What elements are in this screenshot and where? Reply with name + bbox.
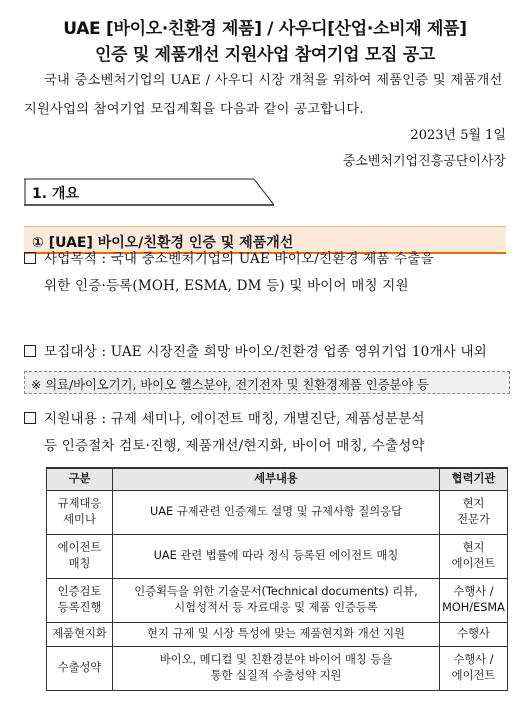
purpose-line1: 사업목적 : 국내 중소벤처기업의 UAE 바이오/친환경 제품 수출을 <box>44 251 434 267</box>
cell-partner-line: 수행사 / <box>453 585 494 598</box>
cell-category-line: 세미나 <box>63 513 96 526</box>
checkbox-bullet-icon <box>24 252 36 264</box>
cell-partner <box>440 490 508 534</box>
cell-detail <box>113 622 440 646</box>
cell-partner-line: 에이전트 <box>451 557 496 570</box>
table-row <box>47 490 508 534</box>
notice-title-line2: 인증 및 제품개선 지원사업 참여기업 모집 공고 <box>94 45 436 65</box>
cell-category-line: 매칭 <box>68 557 91 570</box>
checkbox-bullet-icon <box>24 345 36 357</box>
cell-detail-line: 시험성적서 등 자료대응 및 제품 인증등록 <box>174 601 378 614</box>
cell-detail-line: 인증획득을 위한 기술문서(Technical documents) 리뷰, <box>134 585 418 598</box>
purpose-line2: 위한 인증·등록(MOH, ESMA, DM 등) 및 바이어 매칭 지원 <box>44 278 409 294</box>
cell-category-line: 에이전트 <box>57 541 102 554</box>
table-row <box>47 622 508 646</box>
issuing-organization: 중소벤처기업진흥공단이사장 <box>342 154 506 169</box>
cell-partner-line: 현지 <box>462 541 485 554</box>
cell-detail <box>113 578 440 622</box>
cell-partner-line: MOH/ESMA <box>442 601 505 614</box>
target-note: ※ 의료/바이오기기, 바이오 헬스분야, 전기전자 및 친환경제품 인증분야 등 <box>24 371 510 394</box>
cell-partner-line: 전문가 <box>457 513 490 526</box>
cell-detail <box>113 490 440 534</box>
cell-detail-line: 바이오, 메디컬 및 친환경분야 바이어 매칭 등을 <box>159 653 393 666</box>
cell-partner-line: 에이전트 <box>451 669 496 682</box>
notice-date: 2023년 5월 1일 <box>410 128 506 143</box>
cell-partner <box>440 578 508 622</box>
purpose-item <box>24 246 514 300</box>
target-line: 모집대상 : UAE 시장진출 희망 바이오/친환경 업종 영위기업 10개사 내외 <box>44 344 487 360</box>
checkbox-bullet-icon <box>24 412 36 424</box>
section-title: 1. 개요 <box>32 186 79 202</box>
cell-category <box>47 490 113 534</box>
target-item <box>24 339 514 366</box>
content-line1: 지원내용 : 규제 세미나, 에이전트 매칭, 개별진단, 제품성분분석 <box>44 411 425 427</box>
cell-detail-line: UAE 규제관련 인증제도 설명 및 규제사항 질의응답 <box>149 505 403 518</box>
cell-detail-line: 통한 실질적 수출성약 지원 <box>210 669 342 682</box>
table-row <box>47 646 508 690</box>
header-detail: 세부내용 <box>113 468 440 490</box>
cell-category-line: 등록진행 <box>57 601 102 614</box>
subsection-title: ① [UAE] 바이오/친환경 인증 및 제품개선 <box>32 235 294 251</box>
table-row <box>47 534 508 578</box>
cell-partner <box>440 534 508 578</box>
content-item <box>24 406 514 460</box>
intro-paragraph: 국내 중소벤처기업의 UAE / 사우디 시장 개척을 위하여 제품인증 및 제품개선 지원사업의 참여기업 모집계획을 다음과 같이 공고합니다. <box>24 73 503 117</box>
section-header <box>24 178 274 206</box>
cell-category <box>47 578 113 622</box>
header-partner: 협력기관 <box>440 468 508 490</box>
cell-category-line: 규제대응 <box>57 497 102 510</box>
cell-category-line: 제품현지화 <box>52 627 107 640</box>
content-line2: 등 인증절차 검토·진행, 제품개선/현지화, 바이어 매칭, 수출성약 <box>44 438 425 454</box>
cell-category-line: 인증검토 <box>57 585 102 598</box>
cell-partner <box>440 646 508 690</box>
cell-partner-line: 수행사 <box>457 627 490 640</box>
notice-title-line1: UAE [바이오·친환경 제품] / 사우디[산업·소비재 제품] <box>63 19 467 39</box>
cell-detail <box>113 646 440 690</box>
header-category: 구분 <box>47 468 113 490</box>
cell-detail-line: UAE 관련 법률에 따라 정식 등록된 에이전트 매칭 <box>153 549 399 562</box>
cell-partner-line: 수행사 / <box>453 653 494 666</box>
cell-partner <box>440 622 508 646</box>
support-table <box>46 467 508 691</box>
cell-category-line: 수출성약 <box>57 661 102 674</box>
cell-detail <box>113 534 440 578</box>
cell-category <box>47 622 113 646</box>
table-header-row <box>47 468 508 490</box>
cell-partner-line: 현지 <box>462 497 485 510</box>
table-row <box>47 578 508 622</box>
cell-category <box>47 534 113 578</box>
cell-category <box>47 646 113 690</box>
cell-detail-line: 현지 규제 및 시장 특성에 맞는 제품현지화 개선 지원 <box>147 627 405 640</box>
